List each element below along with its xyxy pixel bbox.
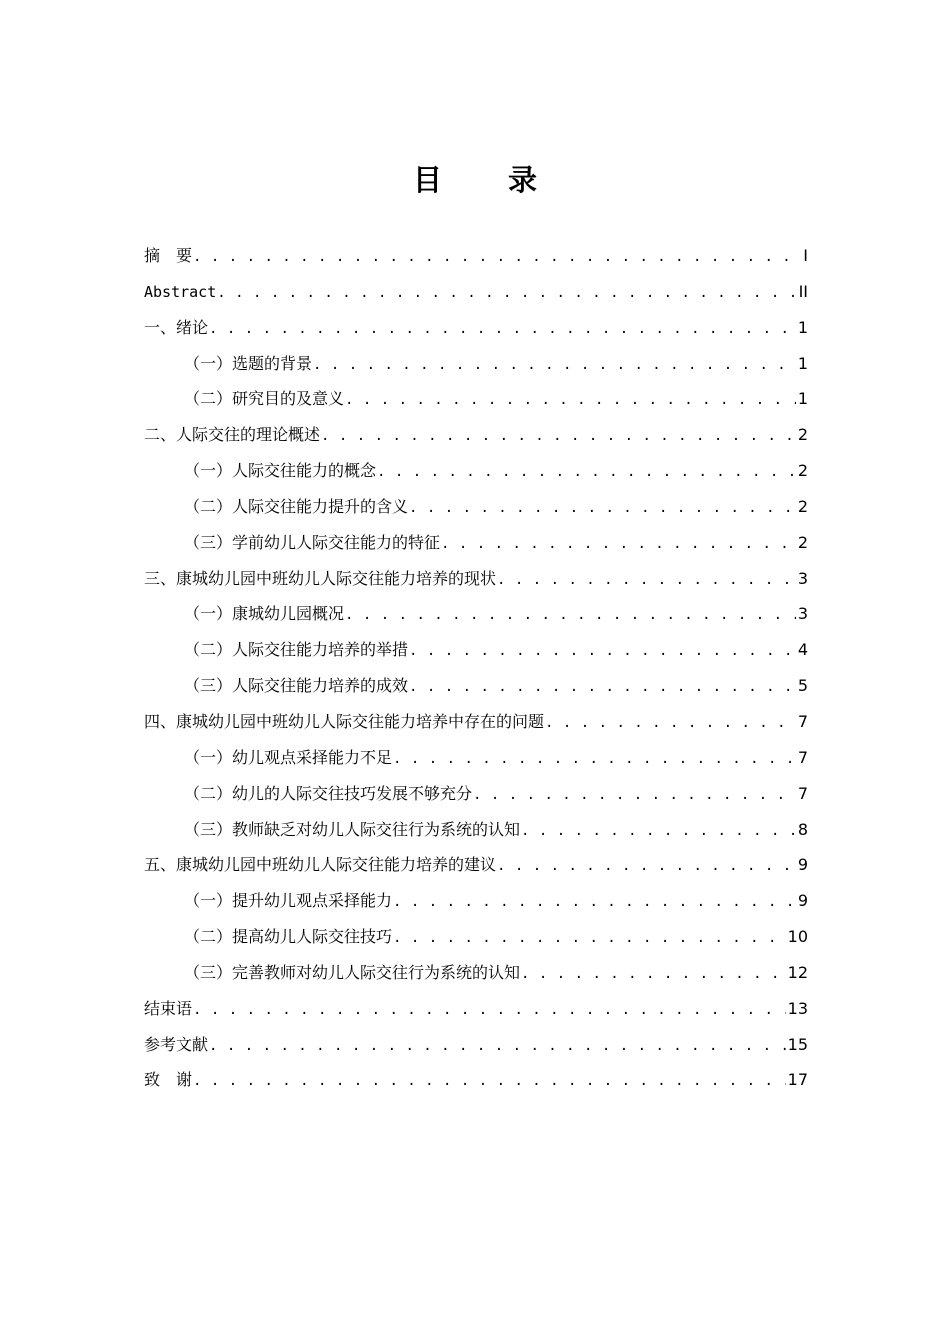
toc-leader-dots: [473, 778, 796, 812]
toc-leader-dots: [193, 1064, 786, 1098]
toc-entry-page: II: [798, 281, 808, 301]
toc-leader-dots: [209, 1029, 786, 1063]
toc-leader-dots: [545, 706, 796, 740]
toc-leader-dots: [313, 348, 796, 382]
toc-leader-dots: [193, 240, 801, 274]
toc-leader-dots: [497, 849, 796, 883]
toc-entry-chapter-1[interactable]: [144, 310, 808, 346]
page-title: 目 录: [412, 163, 566, 197]
toc-entry-page: 2: [797, 496, 808, 516]
toc-entry-page: 4: [797, 640, 808, 660]
toc-entry-page: I: [803, 246, 808, 265]
toc-entry-label: 摘 要: [144, 246, 193, 265]
toc-entry-label: （二）提高幼儿人际交往技巧: [184, 927, 393, 947]
toc-entry-label: （一）人际交往能力的概念: [184, 461, 377, 481]
toc-entry-section-3-2[interactable]: [144, 632, 808, 668]
toc-entry-page: 2: [797, 425, 808, 445]
toc-entry-label: （一）提升幼儿观点采择能力: [184, 891, 393, 911]
toc-entry-label: 四、康城幼儿园中班幼儿人际交往能力培养中存在的问题: [144, 711, 545, 731]
toc-entry-section-5-3[interactable]: [144, 955, 808, 991]
toc-entry-label: （二）人际交往能力培养的举措: [184, 640, 409, 660]
toc-entry-page: 1: [797, 353, 808, 373]
toc-entry-label: 五、康城幼儿园中班幼儿人际交往能力培养的建议: [144, 855, 497, 875]
toc-entry-section-5-2[interactable]: [144, 919, 808, 955]
toc-entry-label: （一）康城幼儿园概况: [184, 604, 345, 624]
toc-entry-label: （一）幼儿观点采择能力不足: [184, 747, 393, 767]
toc-entry-section-3-1[interactable]: [144, 596, 808, 632]
toc-leader-dots: [409, 634, 796, 668]
toc-leader-dots: [377, 455, 796, 489]
toc-entry-section-2-3[interactable]: [144, 525, 808, 561]
toc-entry-page: 10: [787, 927, 808, 947]
toc-entry-chapter-2[interactable]: [144, 417, 808, 453]
toc-entry-chapter-3[interactable]: [144, 561, 808, 597]
toc-leader-dots: [393, 742, 796, 776]
toc-entry-page: 7: [797, 747, 808, 767]
toc-entry-conclusion[interactable]: [144, 991, 808, 1027]
toc-entry-page: 5: [797, 676, 808, 696]
table-of-contents: [144, 238, 808, 1098]
toc-entry-label: 一、绪论: [144, 317, 209, 337]
toc-entry-page: 7: [797, 783, 808, 803]
toc-entry-section-2-2[interactable]: [144, 489, 808, 525]
toc-entry-label: 结束语: [144, 998, 193, 1018]
toc-entry-abstract-en[interactable]: [144, 274, 808, 310]
toc-entry-label: （三）人际交往能力培养的成效: [184, 676, 409, 696]
toc-entry-label: （三）学前幼儿人际交往能力的特征: [184, 532, 441, 552]
toc-leader-dots: [393, 921, 786, 955]
toc-entry-page: 13: [787, 998, 808, 1018]
toc-entry-page: 3: [797, 604, 808, 624]
toc-entry-label: 致 谢: [144, 1070, 193, 1090]
toc-entry-section-4-2[interactable]: [144, 776, 808, 812]
toc-leader-dots: [409, 670, 796, 704]
toc-entry-page: 9: [797, 855, 808, 875]
toc-entry-label: 二、人际交往的理论概述: [144, 425, 321, 445]
toc-entry-page: 1: [797, 389, 808, 409]
toc-leader-dots: [193, 993, 786, 1027]
toc-leader-dots: [409, 491, 796, 525]
toc-entry-section-4-3[interactable]: [144, 812, 808, 848]
toc-entry-label: （一）选题的背景: [184, 353, 313, 373]
toc-entry-section-5-1[interactable]: [144, 883, 808, 919]
toc-entry-page: 17: [787, 1070, 808, 1090]
toc-entry-label: （三）完善教师对幼儿人际交往行为系统的认知: [184, 962, 521, 982]
toc-entry-section-4-1[interactable]: [144, 740, 808, 776]
toc-entry-label: 三、康城幼儿园中班幼儿人际交往能力培养的现状: [144, 568, 497, 588]
toc-entry-label: （二）幼儿的人际交往技巧发展不够充分: [184, 783, 473, 803]
toc-entry-page: 2: [797, 532, 808, 552]
toc-entry-section-1-2[interactable]: [144, 381, 808, 417]
toc-entry-references[interactable]: [144, 1027, 808, 1063]
toc-entry-chapter-5[interactable]: [144, 847, 808, 883]
toc-entry-page: 2: [797, 461, 808, 481]
toc-entry-page: 1: [797, 317, 808, 337]
toc-leader-dots: [441, 527, 796, 561]
toc-entry-label: （三）教师缺乏对幼儿人际交往行为系统的认知: [184, 819, 521, 839]
toc-entry-section-3-3[interactable]: [144, 668, 808, 704]
toc-leader-dots: [209, 312, 796, 346]
toc-leader-dots: [321, 419, 796, 453]
toc-entry-page: 7: [797, 711, 808, 731]
toc-entry-chapter-4[interactable]: [144, 704, 808, 740]
toc-leader-dots: [521, 814, 796, 848]
toc-entry-label: （二）研究目的及意义: [184, 389, 345, 409]
toc-entry-label: Abstract: [144, 282, 217, 301]
toc-leader-dots: [345, 598, 796, 632]
toc-entry-section-1-1[interactable]: [144, 346, 808, 382]
toc-entry-label: 参考文献: [144, 1034, 209, 1054]
toc-entry-page: 9: [797, 891, 808, 911]
toc-entry-page: 8: [797, 819, 808, 839]
toc-leader-dots: [345, 383, 796, 417]
toc-entry-label: （二）人际交往能力提升的含义: [184, 496, 409, 516]
toc-entry-page: 15: [787, 1034, 808, 1054]
toc-leader-dots: [497, 563, 796, 597]
toc-entry-acknowledgements[interactable]: [144, 1062, 808, 1098]
toc-entry-section-2-1[interactable]: [144, 453, 808, 489]
toc-entry-page: 12: [787, 962, 808, 982]
toc-entry-abstract-cn[interactable]: [144, 238, 808, 274]
toc-leader-dots: [521, 957, 786, 991]
toc-leader-dots: [393, 885, 796, 919]
toc-leader-dots: [217, 276, 796, 310]
toc-entry-page: 3: [797, 568, 808, 588]
